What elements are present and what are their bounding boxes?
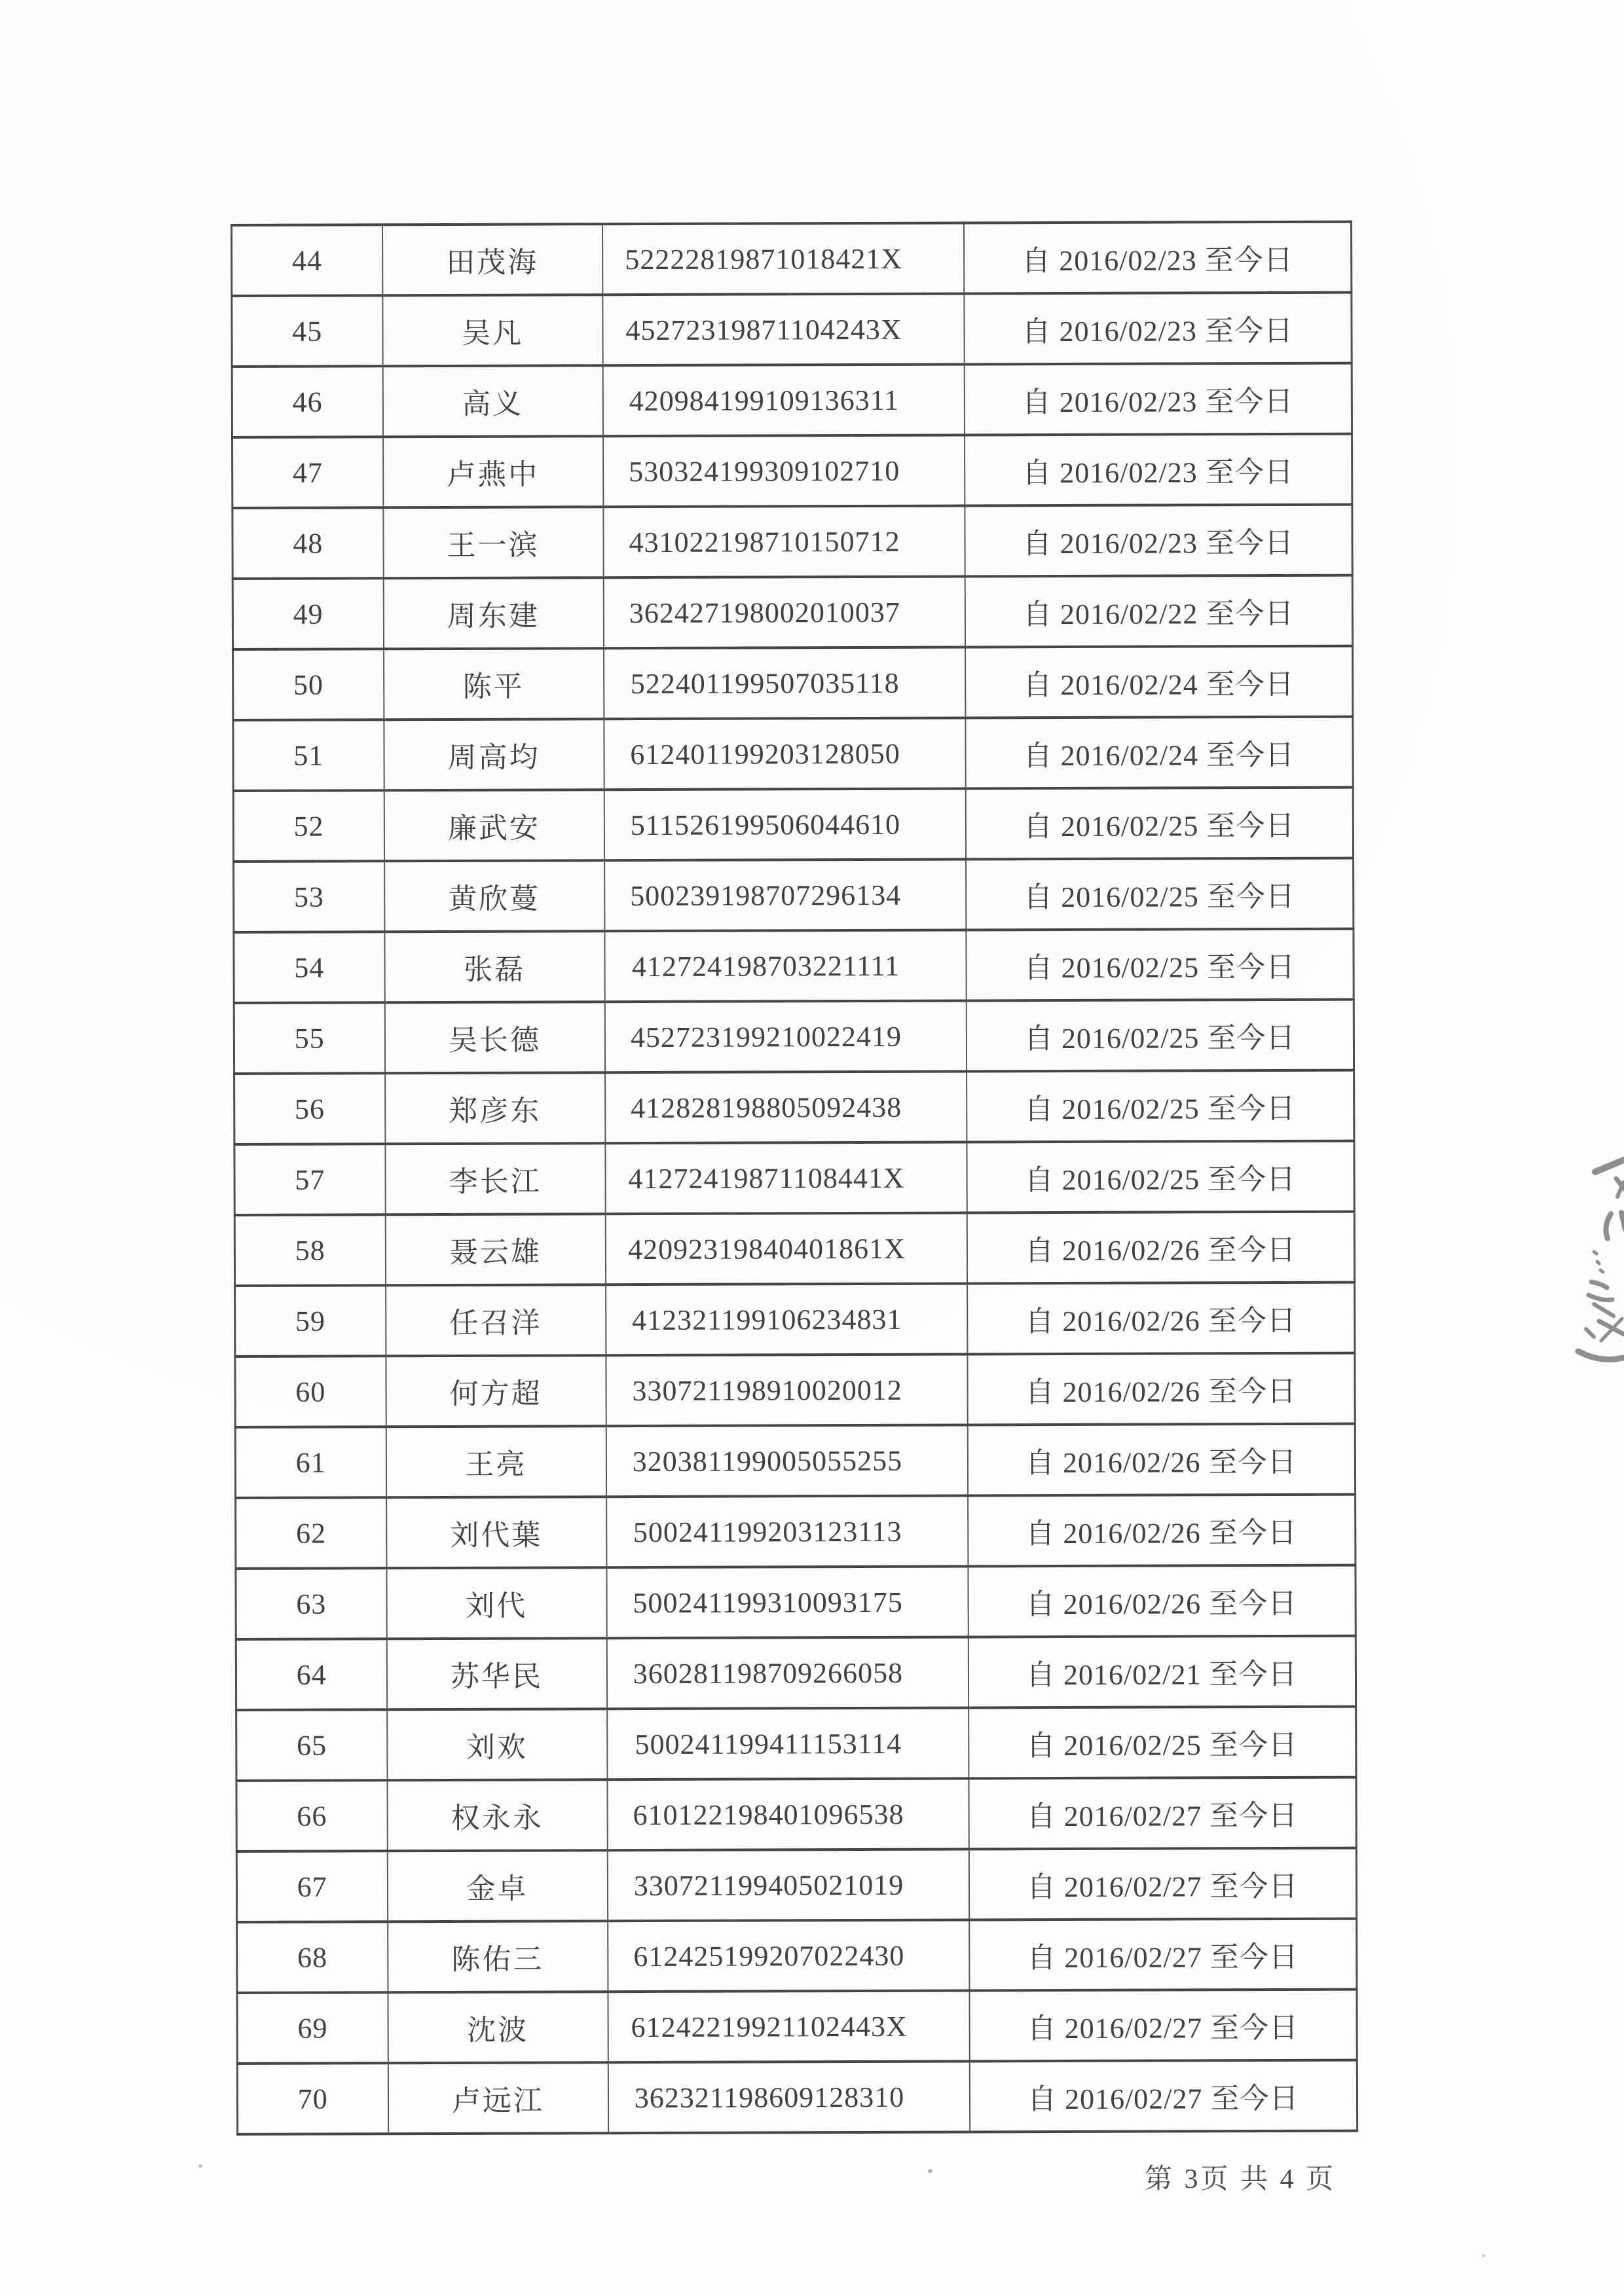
- table-row: [235, 1353, 1355, 1427]
- table-row: [234, 1000, 1354, 1074]
- id-number-cell: 530324199309102710: [603, 435, 965, 507]
- name-cell: 刘欢: [387, 1709, 607, 1780]
- row-number-cell: 56: [234, 1073, 385, 1144]
- period-cell: 自 2016/02/25 至今日: [967, 1070, 1354, 1142]
- id-number-cell: 522401199507035118: [604, 647, 965, 719]
- period-cell: 自 2016/02/27 至今日: [969, 1848, 1356, 1920]
- table-row: [237, 1919, 1357, 1993]
- period-cell: 自 2016/02/25 至今日: [965, 788, 1353, 860]
- period-cell: 自 2016/02/26 至今日: [968, 1565, 1356, 1637]
- row-number-cell: 57: [234, 1144, 385, 1215]
- period-cell: 自 2016/02/27 至今日: [969, 1990, 1357, 2062]
- table-row: [237, 1990, 1357, 2064]
- table-row: [232, 293, 1352, 367]
- table-row: [234, 1212, 1354, 1286]
- row-number-cell: 59: [235, 1285, 386, 1357]
- roster-table: [231, 221, 1356, 2117]
- row-number-cell: 60: [235, 1356, 386, 1427]
- period-cell: 自 2016/02/26 至今日: [967, 1212, 1354, 1284]
- name-cell: 周东建: [383, 577, 603, 649]
- name-cell: 郑彦东: [385, 1072, 605, 1144]
- table-row: [237, 2060, 1357, 2134]
- name-cell: 刘代葉: [386, 1497, 606, 1568]
- period-cell: 自 2016/02/23 至今日: [964, 363, 1352, 435]
- period-cell: 自 2016/02/23 至今日: [964, 222, 1352, 294]
- id-number-cell: 511526199506044610: [604, 788, 965, 860]
- period-cell: 自 2016/02/25 至今日: [969, 1707, 1356, 1779]
- period-cell: 自 2016/02/27 至今日: [969, 1777, 1356, 1850]
- name-cell: 王一滨: [383, 507, 603, 578]
- period-cell: 自 2016/02/26 至今日: [967, 1353, 1355, 1425]
- id-number-cell: 500239198707296134: [604, 859, 966, 931]
- row-number-cell: 62: [236, 1497, 386, 1569]
- id-number-cell: 320381199005055255: [606, 1425, 967, 1497]
- name-cell: 聂云雄: [385, 1214, 605, 1285]
- period-cell: 自 2016/02/27 至今日: [969, 2060, 1357, 2132]
- id-number-cell: 420984199109136311: [602, 364, 964, 436]
- period-cell: 自 2016/02/25 至今日: [966, 858, 1354, 930]
- period-cell: 自 2016/02/24 至今日: [965, 717, 1353, 789]
- id-number-cell: 330721198910020012: [606, 1354, 967, 1426]
- row-number-cell: 69: [237, 1992, 388, 2064]
- id-number-cell: 45272319871104243X: [602, 293, 964, 365]
- name-cell: 陈平: [384, 648, 604, 720]
- period-cell: 自 2016/02/21 至今日: [968, 1636, 1356, 1708]
- row-number-cell: 65: [236, 1709, 387, 1781]
- period-cell: 自 2016/02/24 至今日: [965, 646, 1353, 718]
- name-cell: 权永永: [387, 1779, 607, 1851]
- table-row: [236, 1565, 1356, 1639]
- id-number-cell: 452723199210022419: [604, 1000, 966, 1072]
- page-number-footer: 第 3页 共 4 页: [1145, 2164, 1337, 2195]
- table-row: [236, 1636, 1356, 1710]
- id-number-cell: 500241199411153114: [607, 1707, 969, 1779]
- period-cell: 自 2016/02/23 至今日: [964, 293, 1352, 365]
- row-number-cell: 68: [237, 1922, 388, 1993]
- name-cell: 张磊: [384, 931, 604, 1002]
- id-number-cell: 330721199405021019: [607, 1849, 969, 1921]
- period-cell: 自 2016/02/25 至今日: [967, 1141, 1354, 1213]
- id-number-cell: 612425199207022430: [608, 1920, 969, 1992]
- period-cell: 自 2016/02/26 至今日: [967, 1283, 1355, 1355]
- table-row: [234, 858, 1354, 932]
- name-cell: 周高均: [384, 719, 604, 790]
- row-number-cell: 63: [236, 1568, 386, 1639]
- row-number-cell: 44: [232, 225, 382, 296]
- period-cell: 自 2016/02/22 至今日: [965, 575, 1352, 647]
- row-number-cell: 64: [236, 1639, 386, 1710]
- id-number-cell: 52222819871018421X: [602, 223, 964, 295]
- period-cell: 自 2016/02/26 至今日: [968, 1495, 1356, 1567]
- table-row: [233, 717, 1353, 791]
- name-cell: 陈佑三: [388, 1921, 608, 1992]
- id-number-cell: 61242219921102443X: [608, 1990, 969, 2062]
- row-number-cell: 67: [236, 1851, 387, 1922]
- table-row: [235, 1283, 1355, 1357]
- id-number-cell: 360281198709266058: [606, 1637, 968, 1709]
- table-row: [236, 1777, 1356, 1851]
- row-number-cell: 50: [233, 649, 384, 720]
- row-number-cell: 53: [234, 861, 384, 932]
- name-cell: 吴凡: [382, 295, 602, 366]
- id-number-cell: 412724198703221111: [604, 930, 966, 1002]
- period-cell: 自 2016/02/27 至今日: [969, 1919, 1357, 1991]
- table-row: [232, 505, 1352, 579]
- id-number-cell: 500241199203123113: [606, 1495, 968, 1567]
- name-cell: 田茂海: [382, 224, 602, 295]
- period-cell: 自 2016/02/25 至今日: [966, 929, 1354, 1001]
- name-cell: 王亮: [386, 1426, 606, 1497]
- row-number-cell: 66: [236, 1780, 387, 1851]
- name-cell: 黄欣蔓: [384, 860, 604, 932]
- period-cell: 自 2016/02/23 至今日: [965, 434, 1352, 506]
- scan-speck: [1482, 2254, 1485, 2257]
- id-number-cell: 610122198401096538: [607, 1778, 969, 1850]
- row-number-cell: 61: [235, 1427, 386, 1498]
- row-number-cell: 51: [233, 720, 384, 791]
- id-number-cell: 42092319840401861X: [605, 1212, 967, 1285]
- name-cell: 卢燕中: [383, 436, 603, 507]
- id-number-cell: 431022198710150712: [603, 505, 965, 577]
- table-row: [233, 646, 1353, 720]
- name-cell: 李长江: [385, 1143, 605, 1214]
- table-row: [236, 1495, 1356, 1569]
- name-cell: 沈波: [388, 1992, 608, 2063]
- row-number-cell: 58: [234, 1214, 385, 1286]
- name-cell: 刘代: [386, 1567, 606, 1639]
- handwritten-scribble: [1561, 1154, 1624, 1376]
- name-cell: 何方超: [386, 1355, 606, 1427]
- name-cell: 卢远江: [388, 2062, 608, 2134]
- row-number-cell: 49: [232, 578, 383, 649]
- table-row: [232, 434, 1352, 508]
- row-number-cell: 47: [232, 437, 383, 508]
- row-number-cell: 48: [232, 507, 383, 579]
- name-cell: 吴长德: [384, 1002, 604, 1073]
- period-cell: 自 2016/02/23 至今日: [965, 505, 1352, 577]
- row-number-cell: 54: [234, 932, 384, 1003]
- id-number-cell: 612401199203128050: [604, 718, 965, 790]
- id-number-cell: 412321199106234831: [606, 1283, 967, 1355]
- table-row: [236, 1707, 1356, 1781]
- name-cell: 任召洋: [386, 1285, 606, 1356]
- period-cell: 自 2016/02/26 至今日: [967, 1424, 1355, 1496]
- table-row: [236, 1848, 1356, 1922]
- period-cell: 自 2016/02/25 至今日: [966, 1000, 1354, 1072]
- table-row: [234, 1141, 1354, 1215]
- id-number-cell: 500241199310093175: [606, 1566, 968, 1638]
- id-number-cell: 362321198609128310: [608, 2061, 969, 2133]
- table-row: [232, 575, 1352, 649]
- row-number-cell: 52: [233, 790, 384, 862]
- table-row: [235, 1424, 1355, 1498]
- table-row: [232, 222, 1352, 296]
- name-cell: 金卓: [387, 1850, 607, 1922]
- name-cell: 苏华民: [386, 1638, 606, 1709]
- table-row: [234, 929, 1354, 1003]
- table-row: [232, 363, 1352, 437]
- id-number-cell: 362427198002010037: [603, 576, 965, 648]
- name-cell: 廉武安: [384, 790, 604, 861]
- row-number-cell: 45: [232, 295, 382, 367]
- scan-speck: [928, 2169, 932, 2173]
- row-number-cell: 46: [232, 366, 382, 437]
- table-row: [233, 788, 1353, 862]
- name-cell: 高义: [382, 365, 602, 437]
- roster-table-body: [232, 222, 1357, 2134]
- id-number-cell: 41272419871108441X: [605, 1142, 967, 1214]
- table-row: [234, 1070, 1354, 1144]
- scan-speck: [198, 2164, 202, 2168]
- row-number-cell: 55: [234, 1002, 384, 1074]
- row-number-cell: 70: [237, 2063, 388, 2134]
- id-number-cell: 412828198805092438: [605, 1071, 967, 1143]
